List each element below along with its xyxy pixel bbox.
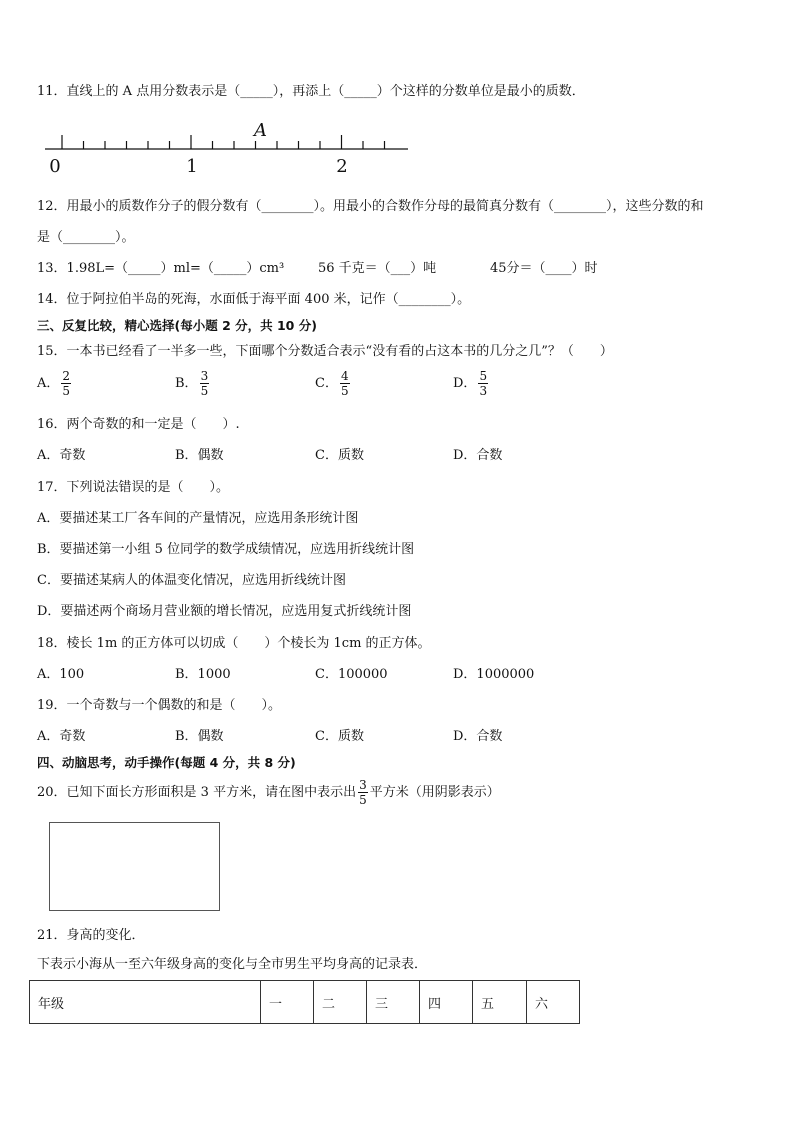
question-11: 11．直线上的 A 点用分数表示是（_____），再添上（_____）个这样的分数单位是最小的质数．	[37, 84, 585, 99]
table-header-cell: 年级	[30, 981, 261, 1024]
fraction: $\frac{3}{5}$	[359, 778, 367, 807]
question-13c: 45分＝（____）时	[490, 261, 598, 276]
q18-option-c[interactable]: C．100000	[315, 667, 388, 682]
number-line	[40, 115, 420, 177]
q15-option-c[interactable]: C． $\frac{4}{5}$	[315, 369, 349, 398]
question-21-title: 21．身高的变化．	[37, 928, 145, 943]
question-21-description: 下表示小海从一至六年级身高的变化与全市男生平均身高的记录表．	[37, 957, 428, 972]
q17-option-c[interactable]: C．要描述某病人的体温变化情况，应选用折线统计图	[37, 573, 346, 588]
section-4-heading: 四、动脑思考，动手操作(每题 4 分，共 8 分)	[37, 755, 296, 770]
question-18: 18．棱长 1m 的正方体可以切成（ ）个棱长为 1cm 的正方体。	[37, 636, 431, 651]
fraction: $\frac{5}{3}$	[479, 369, 488, 398]
q18-option-d[interactable]: D．1000000	[453, 667, 535, 682]
q16-option-a[interactable]: A．奇数	[37, 448, 86, 463]
q15-option-a[interactable]: A． $\frac{2}{5}$	[37, 369, 71, 398]
q15-option-b[interactable]: B． $\frac{3}{5}$	[175, 369, 209, 398]
q17-option-b[interactable]: B．要描述第一小组 5 位同学的数学成绩情况，应选用折线统计图	[37, 542, 415, 557]
question-20: 20．已知下面长方形面积是 3 平方米，请在图中表示出 $\frac{3}{5}$ 平方米（用阴影表示）	[37, 778, 500, 807]
table-header-cell: 二	[314, 981, 367, 1024]
tick-label-0: 0	[49, 156, 61, 177]
question-19: 19．一个奇数与一个偶数的和是（ ）。	[37, 698, 282, 713]
tick-label-2: 2	[336, 156, 348, 177]
fraction: $\frac{4}{5}$	[340, 369, 349, 398]
rectangle-shading-area[interactable]	[49, 822, 220, 911]
question-15: 15．一本书已经看了一半多一些，下面哪个分数适合表示“没有看的占这本书的几分之几”？（ ）	[37, 344, 613, 359]
q19-option-b[interactable]: B．偶数	[175, 729, 224, 744]
q18-option-b[interactable]: B．1000	[175, 667, 231, 682]
q15-option-d[interactable]: D． $\frac{5}{3}$	[453, 369, 488, 398]
q16-option-c[interactable]: C．质数	[315, 448, 364, 463]
table-header-cell: 一	[261, 981, 314, 1024]
q16-option-b[interactable]: B．偶数	[175, 448, 224, 463]
table-header-cell: 四	[420, 981, 473, 1024]
q18-option-a[interactable]: A．100	[37, 667, 85, 682]
question-13a: 13．1.98L=（_____）ml=（_____）cm³	[37, 261, 285, 276]
question-12-line2: 是（________）。	[37, 230, 135, 245]
tick-label-1: 1	[186, 156, 198, 177]
table-header-cell: 五	[473, 981, 527, 1024]
q19-option-c[interactable]: C．质数	[315, 729, 364, 744]
question-14: 14．位于阿拉伯半岛的死海，水面低于海平面 400 米，记作（________）。	[37, 292, 471, 307]
question-17: 17．下列说法错误的是（ ）。	[37, 480, 230, 495]
question-16: 16．两个奇数的和一定是（ ）.	[37, 417, 240, 432]
q16-option-d[interactable]: D．合数	[453, 448, 503, 463]
q19-option-a[interactable]: A．奇数	[37, 729, 86, 744]
fraction: $\frac{2}{5}$	[62, 369, 71, 398]
height-record-table	[29, 980, 580, 1024]
table-row	[30, 981, 580, 1024]
fraction: $\frac{3}{5}$	[200, 369, 209, 398]
question-13b: 56 千克＝（___）吨	[318, 261, 437, 276]
q17-option-d[interactable]: D．要描述两个商场月营业额的增长情况，应选用复式折线统计图	[37, 604, 412, 619]
question-12-line1: 12．用最小的质数作分子的假分数有（________）。用最小的合数作分母的最简真分数有（________），这些分数的和	[37, 199, 704, 214]
section-3-heading: 三、反复比较，精心选择(每小题 2 分，共 10 分)	[37, 318, 317, 333]
point-a-label: A	[254, 120, 267, 141]
table-header-cell: 三	[367, 981, 420, 1024]
table-header-cell: 六	[527, 981, 580, 1024]
q19-option-d[interactable]: D．合数	[453, 729, 503, 744]
q17-option-a[interactable]: A．要描述某工厂各车间的产量情况，应选用条形统计图	[37, 511, 359, 526]
